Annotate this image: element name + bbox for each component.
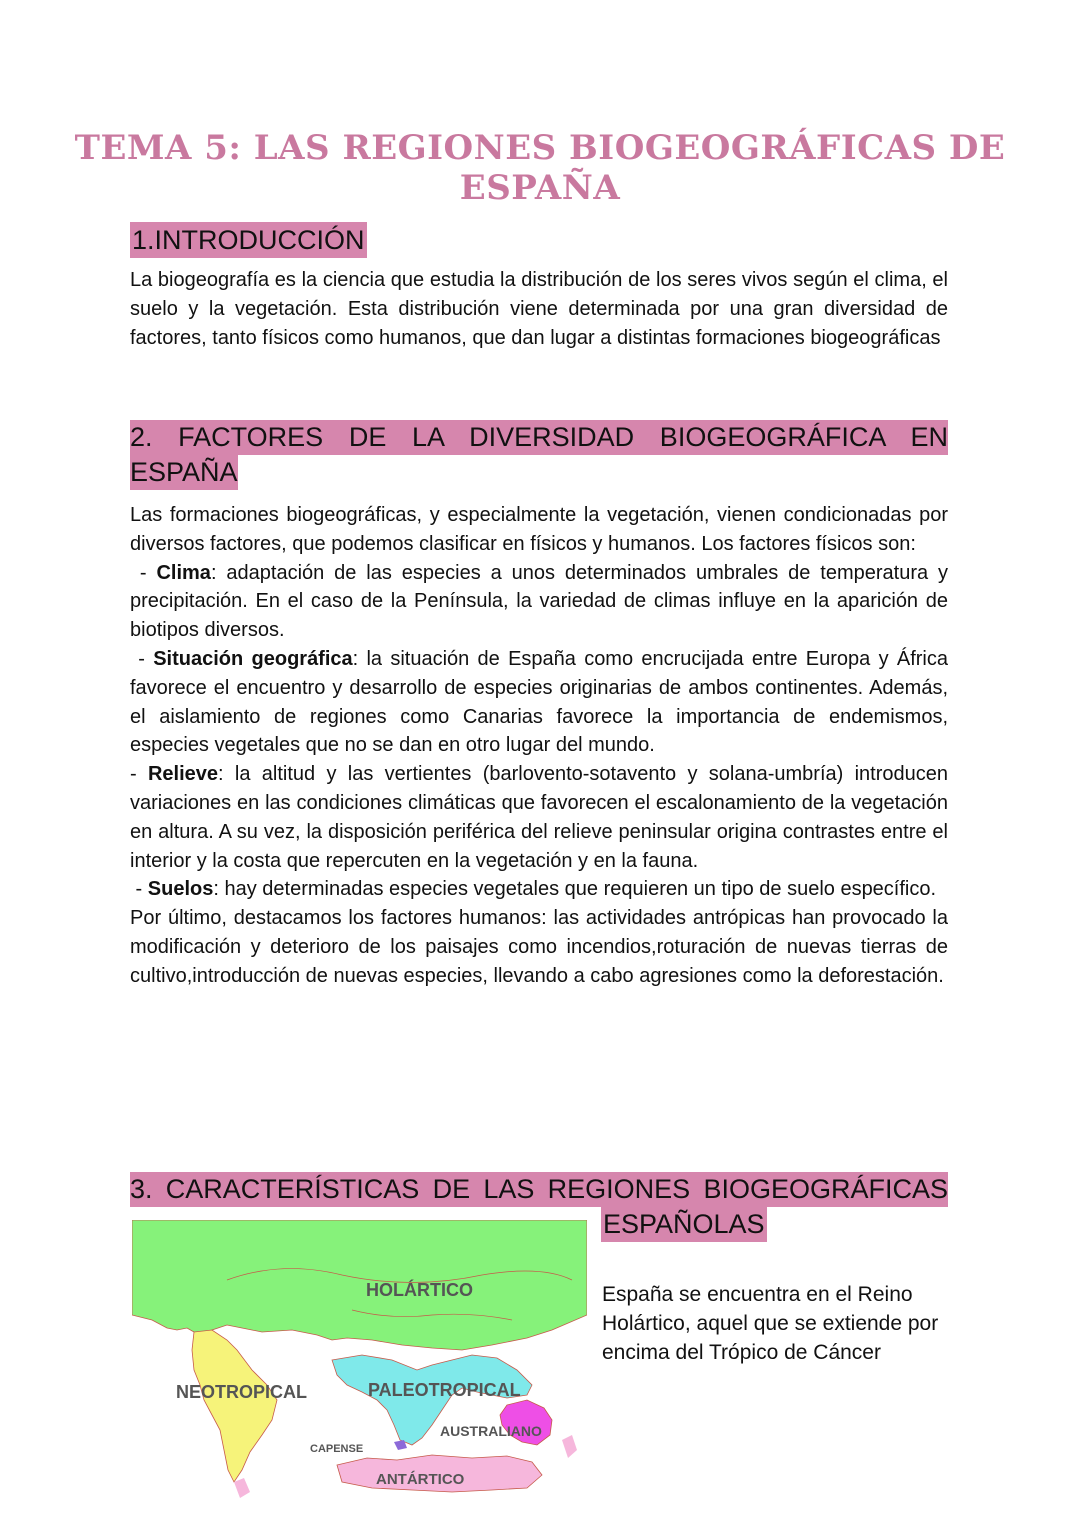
factor-situacion-label: Situación geográfica xyxy=(153,647,353,670)
label-holartico: HOLÁRTICO xyxy=(366,1280,473,1300)
factor-suelos-label: Suelos xyxy=(147,878,214,901)
region-holartico xyxy=(132,1220,587,1350)
factor-clima: - Clima: adaptación de las especies a unos determinados umbrales de temperatura y precipitación. En el caso de la Península, la variedad de climas influye en la aparición de biotipos diversos. xyxy=(130,561,949,642)
document-title: TEMA 5: LAS REGIONES BIOGEOGRÁFICAS DE ESPAÑA xyxy=(74,128,1006,208)
section-heading-caracteristicas xyxy=(130,1172,948,1207)
factor-situacion: - Situación geográfica: la situación de España como encrucijada entre Europa y África favorece el encuentro y desarrollo de especies originarias de ambos continentes. Además, el aislamiento de regiones como Canarias favorece la importancia de endemismos, especies vegetales que no se dan en otro lugar del mundo. xyxy=(130,647,948,757)
factor-clima-label: Clima xyxy=(156,561,211,584)
heading-caracteristicas-line2: ESPAÑOLAS xyxy=(601,1207,767,1242)
reino-holartico-text: España se encuentra en el Reino Holártico, aquel que se extiende por encima del Trópico de Cáncer xyxy=(602,1283,939,1364)
factores-intro: Las formaciones biogeográficas, y especialmente la vegetación, vienen condicionadas por diversos factores, que podemos clasificar en físicos y humanos. Los factores físicos son: xyxy=(130,504,948,555)
label-paleotropical: PALEOTROPICAL xyxy=(368,1380,521,1400)
label-neotropical: NEOTROPICAL xyxy=(176,1382,308,1402)
heading-factores-line1: 2. FACTORES DE LA DIVERSIDAD BIOGEOGRÁFICA EN xyxy=(130,420,948,455)
label-capense: CAPENSE xyxy=(310,1443,364,1455)
introduccion-paragraph: La biogeografía es la ciencia que estudia la distribución de los seres vivos según el clima, el suelo y la vegetación. Esta distribución viene determinada por una gran diversidad de factores, tanto físicos como humanos, que dan lugar a distintas formaciones biogeográficas xyxy=(130,269,948,349)
heading-factores-line2: ESPAÑA xyxy=(130,455,238,490)
factor-relieve-label: Relieve xyxy=(147,763,219,786)
factores-humanos: Por último, destacamos los factores humanos: las actividades antrópicas han provocado la modificación y deterioro de los paisajes como incendios,roturación de nuevas tierras de cultivo,introducción de nuevas especies, llevando a cabo agresiones como la deforestación. xyxy=(130,907,948,987)
factor-suelos: - Suelos: hay determinadas especies vegetales que requieren un tipo de suelo específico. xyxy=(130,878,937,901)
section-heading-factores xyxy=(130,420,948,490)
factor-relieve: - Relieve: la altitud y las vertientes (barlovento-sotavento y solana-umbría) introducen variaciones en las condiciones climáticas que favorecen el escalonamiento de la vegetación en altura. A su vez, la disposición periférica del relieve peninsular origina contrastes entre el interior y la costa que repercuten en la vegetación y en la fauna. xyxy=(130,763,949,872)
section-factores xyxy=(130,420,948,991)
label-antartico: ANTÁRTICO xyxy=(376,1471,465,1488)
biogeographic-regions-map xyxy=(132,1220,587,1505)
section-introduccion xyxy=(130,222,948,352)
label-australiano: AUSTRALIANO xyxy=(440,1423,542,1439)
section-caracteristicas xyxy=(130,1172,948,1207)
section-heading-introduccion: 1.INTRODUCCIÓN xyxy=(130,222,367,258)
heading-caracteristicas-line1: 3. CARACTERÍSTICAS DE LAS REGIONES BIOGEOGRÁFICAS xyxy=(130,1172,948,1207)
